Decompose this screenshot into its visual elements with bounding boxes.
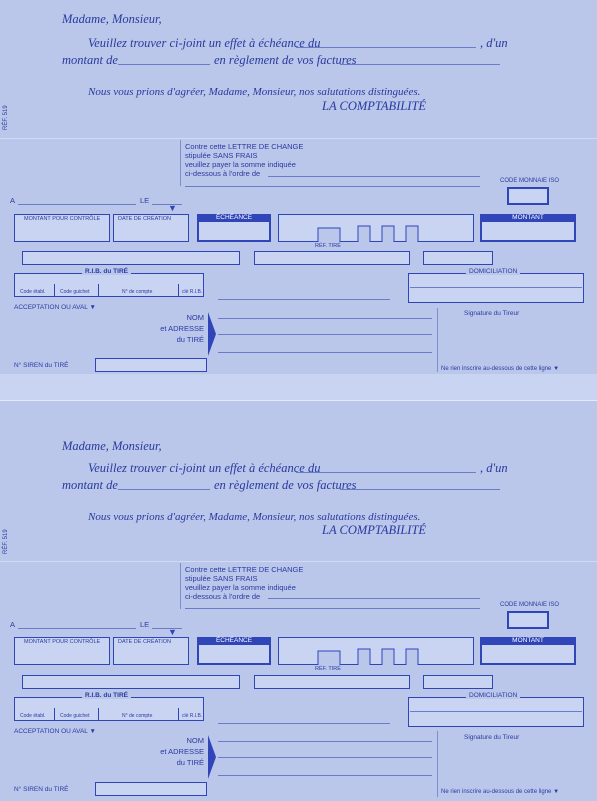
- acceptation-label: [14, 728, 96, 735]
- letter-line1-end: , d'un: [480, 461, 508, 475]
- date-creation-label: DATE DE CRÉATION: [118, 639, 171, 645]
- nom-arrow-icon: [208, 735, 216, 779]
- nom-label: NOM: [186, 313, 204, 322]
- corner-arrow-icon: ▼: [168, 627, 177, 637]
- le-label: LE: [140, 196, 150, 205]
- arrow-down-icon: ▼: [89, 304, 96, 311]
- factures-line[interactable]: [340, 489, 500, 490]
- echeance-date-line[interactable]: [296, 47, 476, 48]
- closing: Nous vous prions d'agréer, Madame, Monsieur, nos salutations distinguées.: [88, 511, 421, 523]
- rib-title: R.I.B. du TIRÉ: [82, 268, 131, 275]
- nom-adresse-label: [150, 735, 204, 768]
- extra-entry-field[interactable]: [423, 675, 493, 689]
- intro-divider: [180, 140, 181, 186]
- rib-div-3: [178, 284, 179, 297]
- ref-tire-label: RÉF. TIRÉ: [315, 666, 341, 672]
- ref-tire-notches: [278, 637, 474, 665]
- montant-line[interactable]: [118, 64, 210, 65]
- rib-entry-field[interactable]: [22, 251, 240, 265]
- signature-divider: [437, 731, 438, 797]
- ref-entry-field[interactable]: [254, 251, 410, 265]
- date-creation-label: DATE DE CRÉATION: [118, 216, 171, 222]
- lcr-intro: [185, 565, 303, 601]
- montant-line[interactable]: [118, 489, 210, 490]
- rib-entry-field[interactable]: [22, 675, 240, 689]
- intro-line-4: ci-dessous à l'ordre de: [185, 592, 261, 601]
- rib-col-guichet: Code guichet: [60, 713, 90, 719]
- ne-rien-text: Ne rien inscrire au-dessous de cette ligne: [441, 789, 552, 795]
- nom-adresse-label: [150, 312, 204, 345]
- domiciliation-field[interactable]: [408, 273, 584, 303]
- arrow-down-icon: ▼: [553, 789, 560, 795]
- arrow-down-icon: ▼: [89, 728, 96, 735]
- ordre-de-line-2[interactable]: [185, 608, 480, 609]
- le-line[interactable]: [152, 204, 182, 205]
- salutation: Madame, Monsieur,: [62, 12, 162, 26]
- montant-header: MONTANT: [480, 214, 576, 222]
- code-monnaie-field[interactable]: [507, 611, 549, 629]
- acceptation-text: ACCEPTATION OU AVAL: [14, 304, 88, 311]
- nom-line-3[interactable]: [218, 775, 432, 776]
- montant-controle-label: MONTANT POUR CONTRÔLE: [24, 639, 101, 645]
- nom-line-3[interactable]: [218, 352, 432, 353]
- code-monnaie-label: CODE MONNAIE ISO: [500, 178, 560, 184]
- nom-line-1[interactable]: [218, 318, 432, 319]
- intro-line-1: Contre cette LETTRE DE CHANGE: [185, 142, 304, 151]
- rib-div-3: [178, 708, 179, 721]
- rib-col-cle: clé R.I.B.: [182, 289, 203, 295]
- adresse-label: et ADRESSE: [160, 324, 204, 333]
- letter-line1: Veuillez trouver ci-joint un effet à échéance du: [88, 461, 321, 475]
- rib-col-etab: Code établ.: [20, 713, 46, 719]
- lcr-intro: [185, 142, 303, 178]
- ref-entry-field[interactable]: [254, 675, 410, 689]
- echeance-date-line[interactable]: [296, 472, 476, 473]
- letter-line2-start: montant de: [62, 478, 118, 492]
- ref-label: RÉF. 519: [3, 529, 9, 554]
- domiciliation-label: DOMICILIATION: [466, 692, 520, 699]
- montant-controle-label: MONTANT POUR CONTRÔLE: [24, 216, 101, 222]
- du-tire-label: du TIRÉ: [176, 758, 204, 767]
- ne-rien-label: [441, 789, 559, 795]
- signature-divider: [437, 308, 438, 372]
- letter-line2-mid: en règlement de vos factures: [214, 478, 357, 492]
- intro-line-4: ci-dessous à l'ordre de: [185, 169, 261, 178]
- middle-line[interactable]: [218, 723, 390, 724]
- signature-tireur: Signature du Tireur: [464, 734, 520, 741]
- signature-comptabilite: LA COMPTABILITÉ: [322, 99, 427, 113]
- rib-div-1: [54, 284, 55, 297]
- intro-line-2: stipulée SANS FRAIS: [185, 574, 258, 583]
- domiciliation-label: DOMICILIATION: [466, 268, 520, 275]
- echeance-header: ÉCHÉANCE: [197, 637, 271, 645]
- ordre-de-line-2[interactable]: [185, 186, 480, 187]
- code-monnaie-label: CODE MONNAIE ISO: [500, 602, 560, 608]
- ref-label: RÉF. 519: [3, 105, 9, 130]
- du-tire-label: du TIRÉ: [176, 335, 204, 344]
- adresse-label: et ADRESSE: [160, 747, 204, 756]
- letter-line2-mid: en règlement de vos factures: [214, 53, 357, 67]
- letter-line1-end: , d'un: [480, 36, 508, 50]
- le-line[interactable]: [152, 628, 182, 629]
- rib-col-compte: N° de compte: [122, 289, 153, 295]
- rib-col-compte: N° de compte: [122, 713, 153, 719]
- ref-tire-label: RÉF. TIRÉ: [315, 243, 341, 249]
- siren-label: N° SIREN du TIRÉ: [14, 786, 69, 793]
- acceptation-text: ACCEPTATION OU AVAL: [14, 728, 88, 735]
- echeance-header: ÉCHÉANCE: [197, 214, 271, 222]
- rib-title: R.I.B. du TIRÉ: [82, 692, 131, 699]
- rib-col-cle: clé R.I.B.: [182, 713, 203, 719]
- signature-comptabilite: LA COMPTABILITÉ: [322, 523, 427, 537]
- nom-line-1[interactable]: [218, 741, 432, 742]
- letter-line1: Veuillez trouver ci-joint un effet à échéance du: [88, 36, 321, 50]
- corner-arrow-icon: ▼: [168, 203, 177, 213]
- middle-line[interactable]: [218, 299, 390, 300]
- signature-tireur: Signature du Tireur: [464, 310, 520, 317]
- a-line[interactable]: [18, 204, 136, 205]
- extra-entry-field[interactable]: [423, 251, 493, 265]
- intro-line-2: stipulée SANS FRAIS: [185, 151, 258, 160]
- rib-div-2: [98, 708, 99, 721]
- a-line[interactable]: [18, 628, 136, 629]
- ref-tire-notches: [278, 214, 474, 242]
- ordre-de-line[interactable]: [268, 598, 480, 599]
- montant-header: MONTANT: [480, 637, 576, 645]
- bottom-band: [0, 374, 597, 400]
- lettre-de-change-form-bottom: [0, 400, 597, 801]
- code-monnaie-field[interactable]: [507, 187, 549, 205]
- intro-line-3: veuillez payer la somme indiquée: [185, 160, 296, 169]
- nom-label: NOM: [186, 736, 204, 745]
- nom-arrow-icon: [208, 312, 216, 356]
- perforation: [0, 138, 597, 139]
- siren-label: N° SIREN du TIRÉ: [14, 362, 69, 369]
- a-label: A: [10, 196, 16, 205]
- intro-line-3: veuillez payer la somme indiquée: [185, 583, 296, 592]
- arrow-down-icon: ▼: [553, 366, 560, 372]
- domiciliation-field[interactable]: [408, 697, 584, 727]
- letter-line2-start: montant de: [62, 53, 118, 67]
- siren-field[interactable]: [95, 782, 207, 796]
- lettre-de-change-form-top: [0, 0, 597, 400]
- siren-field[interactable]: [95, 358, 207, 372]
- nom-line-2[interactable]: [218, 334, 432, 335]
- salutation: Madame, Monsieur,: [62, 439, 162, 453]
- acceptation-label: [14, 304, 96, 311]
- rib-div-2: [98, 284, 99, 297]
- perforation: [0, 561, 597, 562]
- factures-line[interactable]: [340, 64, 500, 65]
- a-label: A: [10, 620, 16, 629]
- domiciliation-line: [410, 711, 582, 712]
- rib-div-1: [54, 708, 55, 721]
- nom-line-2[interactable]: [218, 757, 432, 758]
- closing: Nous vous prions d'agréer, Madame, Monsieur, nos salutations distinguées.: [88, 86, 421, 98]
- ordre-de-line[interactable]: [268, 176, 480, 177]
- intro-line-1: Contre cette LETTRE DE CHANGE: [185, 565, 304, 574]
- domiciliation-line: [410, 287, 582, 288]
- le-label: LE: [140, 620, 150, 629]
- ne-rien-label: [441, 366, 559, 372]
- rib-col-etab: Code établ.: [20, 289, 46, 295]
- rib-col-guichet: Code guichet: [60, 289, 90, 295]
- ne-rien-text: Ne rien inscrire au-dessous de cette ligne: [441, 366, 552, 372]
- intro-divider: [180, 563, 181, 609]
